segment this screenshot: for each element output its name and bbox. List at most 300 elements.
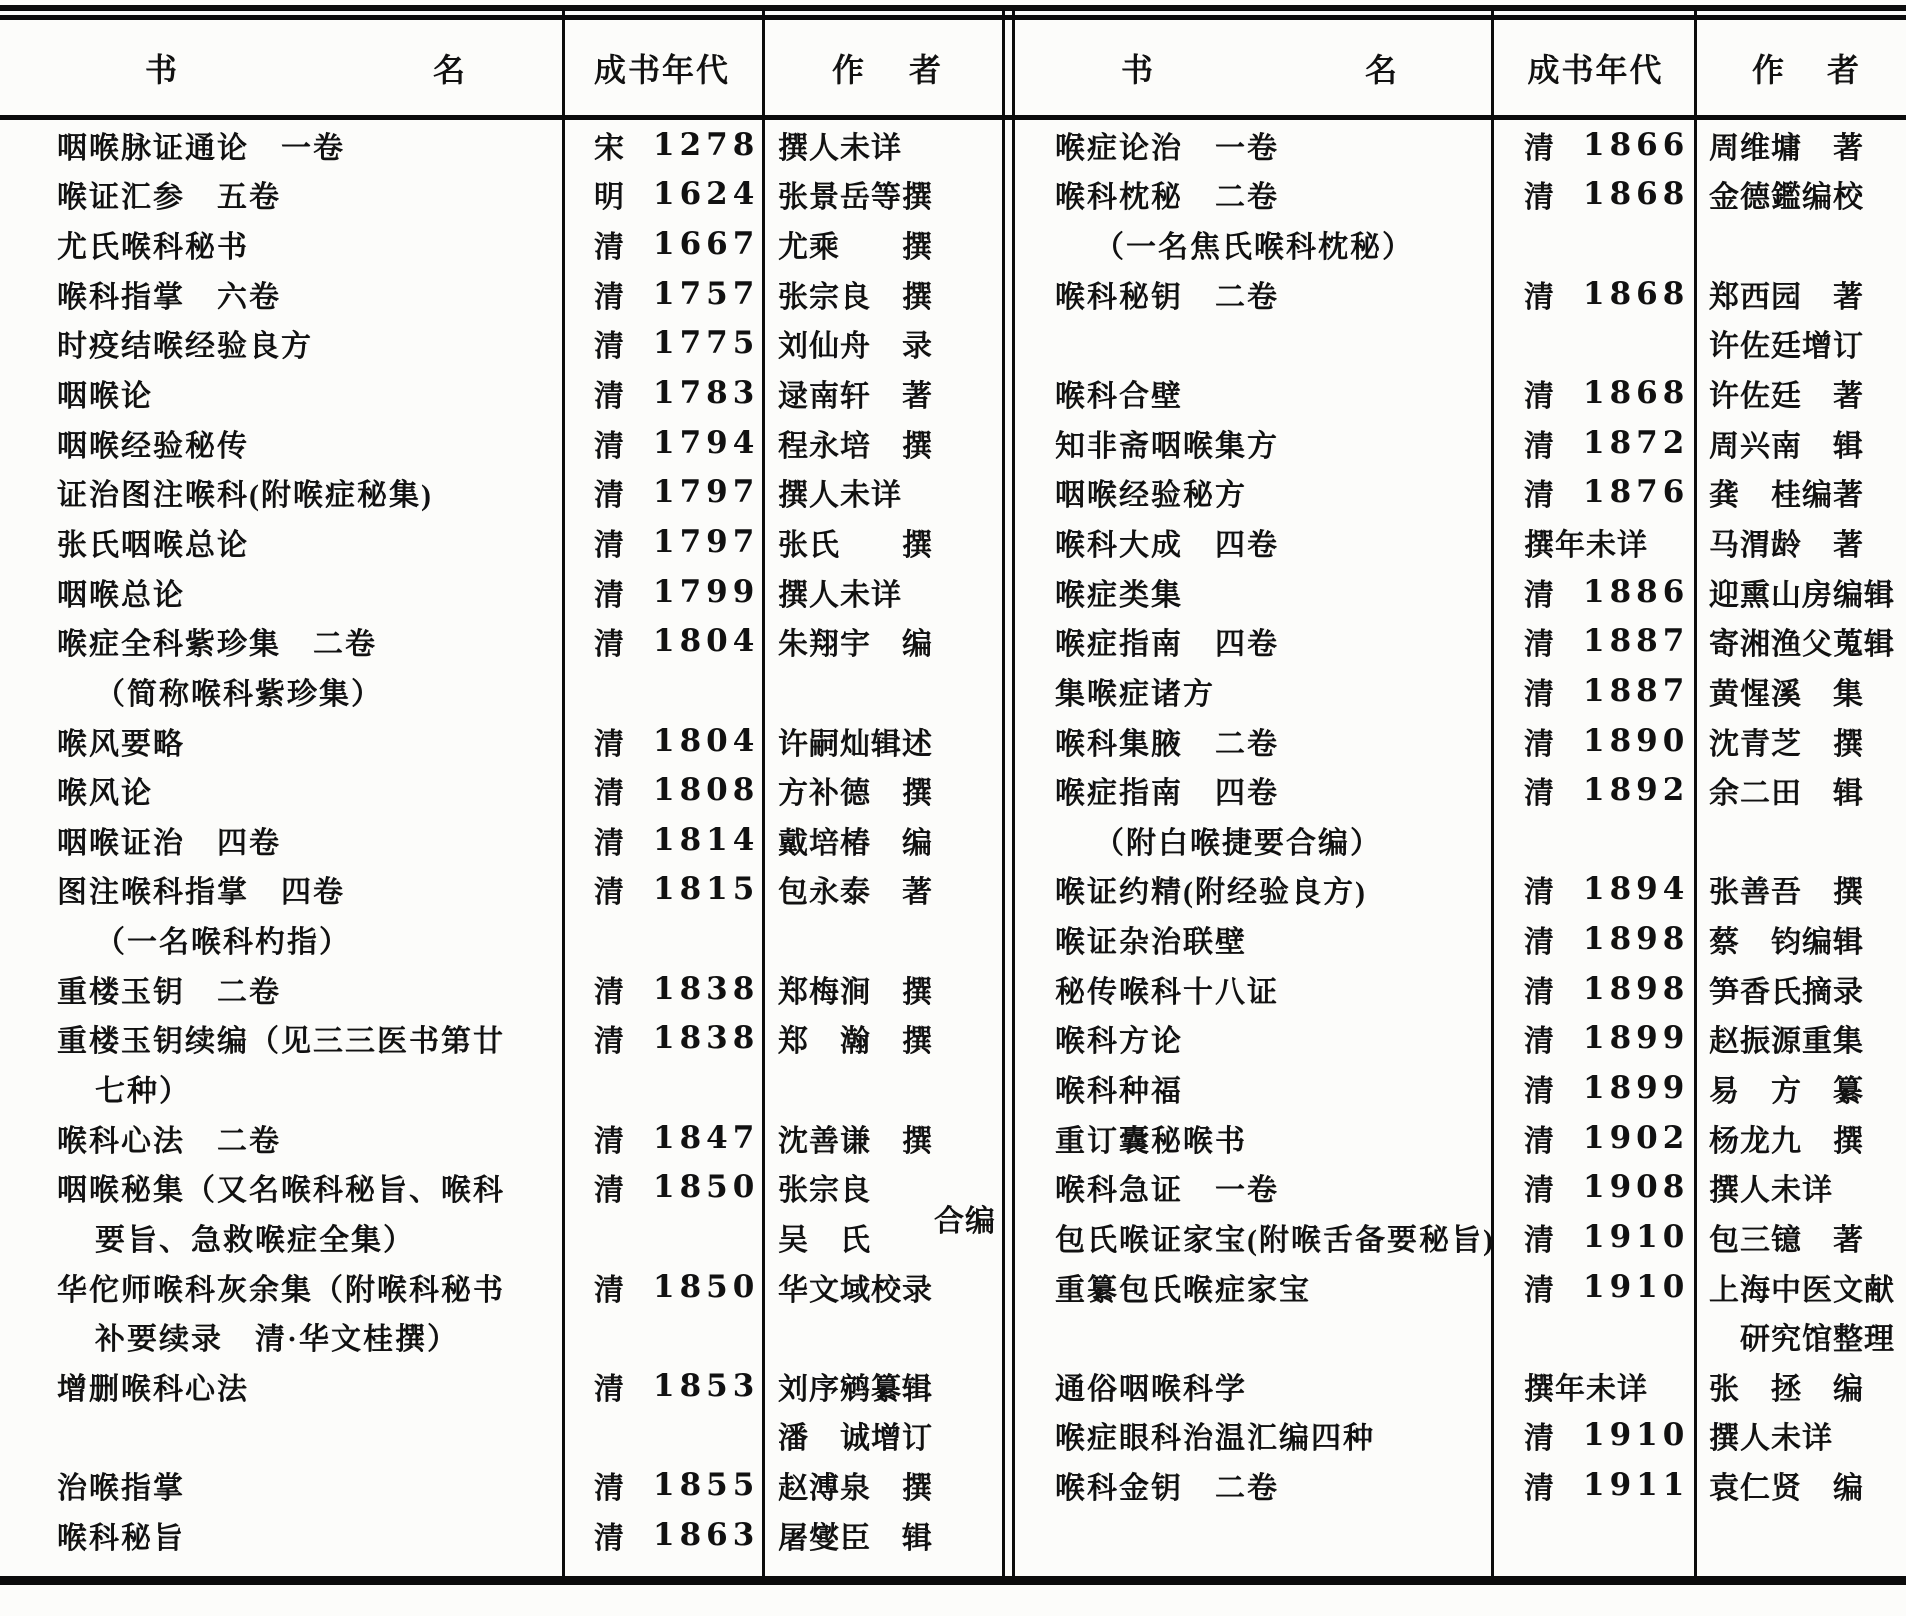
dynasty-label: 清	[1524, 926, 1555, 960]
dynasty-label: 宋	[594, 131, 625, 165]
author-cell	[1697, 272, 1906, 316]
author-cell	[762, 1413, 1005, 1457]
table-row	[1016, 1212, 1906, 1262]
author-cell	[1697, 967, 1906, 1011]
author-cell	[762, 768, 1005, 812]
dynasty-label: 清	[594, 380, 625, 414]
author-name: 周兴南 辑	[1709, 429, 1864, 463]
year-value: 1797	[653, 523, 760, 560]
dynasty-label: 清	[1524, 1273, 1555, 1307]
book-title-cell: 集喉症诸方	[1055, 677, 1215, 711]
author-cell	[762, 570, 1005, 614]
header-author-left	[762, 22, 1005, 114]
year-cell	[562, 768, 762, 812]
table-row	[1016, 170, 1906, 220]
header-year-label: 成书年代	[593, 52, 730, 88]
table-row	[0, 1014, 1005, 1064]
book-title-cell: 喉症眼科治温汇编四种	[1055, 1422, 1375, 1456]
dynasty-label: 清	[1524, 1174, 1555, 1208]
author-name: 撰人未详	[1709, 1422, 1833, 1456]
book-title-cell: 尤氏喉科秘书	[57, 231, 249, 265]
table-row	[1016, 666, 1906, 716]
year-cell	[1494, 1116, 1697, 1160]
year-value: 1624	[653, 176, 760, 213]
author-cell	[1697, 768, 1906, 812]
year-cell	[1494, 1364, 1697, 1408]
author-name: 迎熏山房编辑	[1709, 578, 1895, 612]
table-row	[0, 964, 1005, 1014]
book-title-cell: 喉科心法 二卷	[57, 1124, 281, 1158]
author-name: 沈善谦 撰	[778, 1124, 933, 1158]
year-value: 1783	[653, 375, 760, 412]
dynasty-label: 清	[594, 280, 625, 314]
year-cell	[1494, 917, 1697, 961]
year-cell	[1494, 619, 1697, 663]
book-title-cell: 知非斋咽喉集方	[1055, 429, 1279, 463]
year-cell	[1494, 669, 1697, 713]
table-row	[0, 1460, 1005, 1510]
year-cell	[562, 1116, 762, 1160]
year-cell	[562, 1364, 762, 1408]
author-cell	[762, 1116, 1005, 1160]
year-cell	[562, 321, 762, 365]
year-value: 1794	[653, 424, 760, 461]
author-name: 许嗣灿辑述	[778, 727, 933, 761]
year-value: 1757	[653, 275, 760, 312]
year-cell	[562, 421, 762, 465]
book-title-cell: （一名焦氏喉科枕秘）	[1094, 231, 1414, 265]
year-cell	[562, 570, 762, 614]
table-row	[1016, 418, 1906, 468]
author-name: 包三镱 著	[1709, 1223, 1864, 1257]
book-title-cell: 时疫结喉经验良方	[57, 330, 313, 364]
dynasty-label: 明	[594, 181, 625, 215]
dynasty-label: 清	[594, 727, 625, 761]
year-value: 1899	[1583, 1069, 1690, 1106]
dynasty-label: 清	[1524, 1124, 1555, 1158]
author-name: 黄惺溪 集	[1709, 677, 1864, 711]
right-table-rows	[1016, 120, 1906, 1510]
header-year-left	[562, 22, 762, 114]
dynasty-label: 清	[1524, 628, 1555, 662]
author-name: 赵振源重集	[1709, 1025, 1864, 1059]
table-row	[0, 1262, 1005, 1312]
author-name: 金德鑑编校	[1709, 181, 1864, 215]
author-name: 笋香氏摘录	[1709, 975, 1864, 1009]
book-title-cell: 喉科秘钥 二卷	[1055, 280, 1279, 314]
table-row	[1016, 865, 1906, 915]
author-name: 沈青芝 撰	[1709, 727, 1864, 761]
table-row	[0, 865, 1005, 915]
left-table-rows	[0, 120, 1005, 1560]
book-title-cell: 喉症指南 四卷	[1055, 628, 1279, 662]
year-value: 1797	[653, 474, 760, 511]
table-row	[0, 1063, 1005, 1113]
year-value: 1868	[1583, 375, 1690, 412]
author-cell	[762, 619, 1005, 663]
author-name: 许佐廷增订	[1709, 330, 1864, 364]
year-value: 1899	[1583, 1020, 1690, 1057]
book-title-cell: 重楼玉钥 二卷	[57, 975, 281, 1009]
table-row	[1016, 467, 1906, 517]
year-value: 1853	[653, 1367, 760, 1404]
year-cell	[1494, 272, 1697, 316]
year-cell	[1494, 570, 1697, 614]
dynasty-label: 清	[594, 231, 625, 265]
author-cell	[1697, 421, 1906, 465]
author-name: 马渭龄 著	[1709, 528, 1864, 562]
dynasty-label: 清	[594, 1372, 625, 1406]
dynasty-label: 清	[594, 1273, 625, 1307]
year-value: 1799	[653, 573, 760, 610]
top-border-line-inner	[0, 15, 1906, 20]
dynasty-label: 清	[594, 578, 625, 612]
table-row	[0, 517, 1005, 567]
author-name: 逯南轩 著	[778, 380, 933, 414]
header-author-char2: 者	[908, 52, 943, 88]
author-name: 撰人未详	[1709, 1174, 1833, 1208]
table-row	[1016, 319, 1906, 369]
table-row	[0, 567, 1005, 617]
table-row	[0, 418, 1005, 468]
dynasty-label: 清	[594, 479, 625, 513]
author-cell	[762, 470, 1005, 514]
author-cell	[762, 967, 1005, 1011]
table-row	[1016, 120, 1906, 170]
year-value: 1850	[653, 1268, 760, 1305]
table-row	[1016, 1113, 1906, 1163]
co-edit-label: 合编	[934, 1205, 996, 1239]
header-author-char1: 作	[1752, 52, 1787, 88]
header-book-char2: 名	[432, 52, 467, 88]
year-value: 1902	[1583, 1119, 1690, 1156]
year-value: 1890	[1583, 722, 1690, 759]
author-cell	[1697, 1463, 1906, 1507]
table-row	[1016, 914, 1906, 964]
book-title-cell: 喉症全科紫珍集 二卷	[57, 628, 377, 662]
author-cell	[1697, 1364, 1906, 1408]
year-cell	[562, 619, 762, 663]
year-cell	[562, 719, 762, 763]
author-cell	[1697, 867, 1906, 911]
bottom-border-line	[0, 1576, 1906, 1585]
book-title-cell: 重纂包氏喉症家宝	[1055, 1273, 1311, 1307]
year-value: 1911	[1583, 1467, 1690, 1504]
table-row	[1016, 616, 1906, 666]
author-cell	[1697, 123, 1906, 167]
author-name: 华文域校录	[778, 1273, 933, 1307]
table-row	[1016, 964, 1906, 1014]
table-row	[0, 368, 1005, 418]
table-row	[0, 269, 1005, 319]
year-value: 1855	[653, 1467, 760, 1504]
author-name: 包永泰 著	[778, 876, 933, 910]
author-cell	[1697, 1215, 1906, 1259]
year-value: 1910	[1583, 1268, 1690, 1305]
author-name: 余二田 辑	[1709, 777, 1864, 811]
table-row	[0, 716, 1005, 766]
dynasty-label: 撰年未详	[1524, 1372, 1648, 1406]
year-cell	[562, 1513, 762, 1557]
year-cell	[562, 172, 762, 216]
book-title-cell: 喉科秘旨	[57, 1521, 185, 1555]
author-cell	[762, 1513, 1005, 1557]
author-cell	[762, 520, 1005, 564]
author-cell	[1697, 1265, 1906, 1309]
book-title-cell: 咽喉脉证通论 一卷	[57, 131, 345, 165]
year-value: 1892	[1583, 772, 1690, 809]
top-border-line-outer	[0, 5, 1906, 11]
author-name: 许佐廷 著	[1709, 380, 1864, 414]
year-value: 1278	[653, 126, 760, 163]
dynasty-label: 清	[594, 429, 625, 463]
author-name: 尤乘 撰	[778, 231, 933, 265]
year-value: 1887	[1583, 623, 1690, 660]
book-title-cell: 喉症类集	[1055, 578, 1183, 612]
author-cell	[1697, 321, 1906, 365]
author-cell	[762, 172, 1005, 216]
author-name: 张宗良 撰	[778, 280, 933, 314]
year-cell	[562, 1165, 762, 1209]
table-row	[1016, 1014, 1906, 1064]
book-title-cell: 咽喉证治 四卷	[57, 826, 281, 860]
header-book-char1: 书	[1121, 52, 1156, 88]
author-name: 易 方 纂	[1709, 1074, 1864, 1108]
book-title-cell: 喉科方论	[1055, 1025, 1183, 1059]
year-value: 1863	[653, 1516, 760, 1553]
author-name: 程永培 撰	[778, 429, 933, 463]
table-row	[0, 467, 1005, 517]
table-row	[0, 914, 1005, 964]
table-row	[1016, 1311, 1906, 1361]
table-row	[1016, 269, 1906, 319]
year-value: 1804	[653, 623, 760, 660]
book-title-cell: 喉科合壁	[1055, 380, 1183, 414]
year-value: 1804	[653, 722, 760, 759]
year-value: 1815	[653, 871, 760, 908]
book-title-cell: （附白喉捷要合编）	[1094, 826, 1382, 860]
year-value: 1814	[653, 821, 760, 858]
book-title-cell: 咽喉秘集（又名喉科秘旨、喉科	[57, 1174, 505, 1208]
header-author-char1: 作	[832, 52, 867, 88]
author-cell	[762, 719, 1005, 763]
year-cell	[1494, 1463, 1697, 1507]
book-title-cell: 通俗咽喉科学	[1055, 1372, 1247, 1406]
year-cell	[562, 371, 762, 415]
author-name: 戴培椿 编	[778, 826, 933, 860]
book-title-cell: （一名喉科杓指）	[95, 926, 351, 960]
author-cell	[762, 371, 1005, 415]
book-title-cell: 七种）	[95, 1074, 191, 1108]
table-row	[1016, 765, 1906, 815]
dynasty-label: 清	[594, 1174, 625, 1208]
header-author-right	[1697, 22, 1906, 114]
author-name: 张宗良	[778, 1174, 871, 1208]
author-name: 撰人未详	[778, 578, 902, 612]
table-row	[0, 1311, 1005, 1361]
table-row	[0, 1510, 1005, 1560]
year-value: 1850	[653, 1169, 760, 1206]
year-cell	[1494, 867, 1697, 911]
year-cell	[1494, 470, 1697, 514]
header-year-right	[1494, 22, 1697, 114]
year-cell	[562, 867, 762, 911]
book-title-cell: 喉科集腋 二卷	[1055, 727, 1279, 761]
header-book-name-right	[1016, 22, 1494, 114]
table-row	[0, 815, 1005, 865]
table-row	[0, 1411, 1005, 1461]
year-cell	[1494, 1016, 1697, 1060]
year-value: 1838	[653, 1020, 760, 1057]
author-cell	[762, 867, 1005, 911]
table-row	[0, 1113, 1005, 1163]
dynasty-label: 清	[594, 528, 625, 562]
dynasty-label: 清	[594, 628, 625, 662]
dynasty-label: 清	[594, 826, 625, 860]
author-name: 张善吾 撰	[1709, 876, 1864, 910]
author-cell	[1697, 917, 1906, 961]
table-row	[1016, 1411, 1906, 1461]
dynasty-label: 清	[1524, 677, 1555, 711]
year-value: 1876	[1583, 474, 1690, 511]
table-row	[1016, 1162, 1906, 1212]
table-row	[1016, 219, 1906, 269]
table-row	[1016, 1063, 1906, 1113]
author-cell	[762, 123, 1005, 167]
dynasty-label: 撰年未详	[1524, 528, 1648, 562]
table-row	[0, 616, 1005, 666]
year-cell	[1494, 1413, 1697, 1457]
year-cell	[1494, 1215, 1697, 1259]
table-row	[1016, 368, 1906, 418]
year-cell	[1494, 371, 1697, 415]
year-cell	[1494, 1165, 1697, 1209]
author-name: 朱翔宇 编	[778, 628, 933, 662]
author-cell	[762, 1016, 1005, 1060]
dynasty-label: 清	[1524, 429, 1555, 463]
book-title-cell: 图注喉科指掌 四卷	[57, 876, 345, 910]
dynasty-label: 清	[1524, 280, 1555, 314]
author-cell	[1697, 570, 1906, 614]
book-title-cell: 增删喉科心法	[57, 1372, 249, 1406]
author-name: 杨龙九 撰	[1709, 1124, 1864, 1158]
book-title-cell: 喉风论	[57, 777, 153, 811]
dynasty-label: 清	[1524, 1025, 1555, 1059]
author-name: 撰人未详	[778, 131, 902, 165]
year-value: 1868	[1583, 275, 1690, 312]
year-cell	[1494, 1265, 1697, 1309]
year-value: 1910	[1583, 1417, 1690, 1454]
table-row	[1016, 1460, 1906, 1510]
dynasty-label: 清	[1524, 1074, 1555, 1108]
book-title-cell: 喉证杂治联壁	[1055, 926, 1247, 960]
author-name: 刘仙舟 录	[778, 330, 933, 364]
year-value: 1847	[653, 1119, 760, 1156]
year-cell	[1494, 421, 1697, 465]
book-title-cell: 包氏喉证家宝(附喉舌备要秘旨)	[1055, 1223, 1495, 1257]
author-name: 郑西园 著	[1709, 280, 1864, 314]
author-cell	[762, 818, 1005, 862]
author-cell	[1697, 470, 1906, 514]
author-cell	[1697, 1314, 1906, 1358]
header-year-label: 成书年代	[1527, 52, 1664, 88]
author-name: 刘序鹓纂辑	[778, 1372, 933, 1406]
year-value: 1872	[1583, 424, 1690, 461]
book-title-cell: 治喉指掌	[57, 1472, 185, 1506]
author-cell	[762, 1265, 1005, 1309]
author-cell	[762, 272, 1005, 316]
table-row	[1016, 1361, 1906, 1411]
table-row	[0, 170, 1005, 220]
author-name: 郑梅涧 撰	[778, 975, 933, 1009]
year-value: 1898	[1583, 970, 1690, 1007]
book-title-cell: 喉科枕秘 二卷	[1055, 181, 1279, 215]
book-title-cell: 喉风要略	[57, 727, 185, 761]
author-cell	[1697, 619, 1906, 663]
author-cell	[1697, 1413, 1906, 1457]
year-cell	[562, 818, 762, 862]
year-cell	[562, 1463, 762, 1507]
year-value: 1866	[1583, 126, 1690, 163]
year-cell	[1494, 172, 1697, 216]
author-cell	[762, 1215, 1005, 1259]
author-cell	[1697, 172, 1906, 216]
author-cell	[762, 222, 1005, 266]
dynasty-label: 清	[1524, 380, 1555, 414]
author-name: 蔡 钧编辑	[1709, 926, 1864, 960]
dynasty-label: 清	[594, 1472, 625, 1506]
book-title-cell: 张氏咽喉总论	[57, 528, 249, 562]
book-title-cell: 重楼玉钥续编（见三三医书第廿	[57, 1025, 505, 1059]
header-book-char2: 名	[1364, 52, 1399, 88]
year-cell	[562, 967, 762, 1011]
author-name: 龚 桂编著	[1709, 479, 1864, 513]
book-title-cell: 要旨、急救喉症全集）	[95, 1223, 415, 1257]
year-cell	[562, 222, 762, 266]
dynasty-label: 清	[1524, 181, 1555, 215]
dynasty-label: 清	[594, 1521, 625, 1555]
author-cell	[762, 321, 1005, 365]
year-value: 1894	[1583, 871, 1690, 908]
dynasty-label: 清	[1524, 777, 1555, 811]
dynasty-label: 清	[594, 975, 625, 1009]
author-cell	[1697, 520, 1906, 564]
dynasty-label: 清	[594, 1025, 625, 1059]
year-cell	[1494, 123, 1697, 167]
header-book-name-left	[55, 22, 562, 114]
year-cell	[562, 1265, 762, 1309]
year-value: 1808	[653, 772, 760, 809]
year-cell	[562, 123, 762, 167]
author-name: 吴 氏	[778, 1223, 871, 1257]
book-title-cell: 证治图注喉科(附喉症秘集)	[57, 479, 433, 513]
header-book-char1: 书	[145, 52, 180, 88]
dynasty-label: 清	[1524, 1422, 1555, 1456]
book-title-cell: 喉科指掌 六卷	[57, 280, 281, 314]
year-value: 1667	[653, 226, 760, 263]
author-name: 研究馆整理	[1709, 1323, 1895, 1357]
author-name: 张景岳等撰	[778, 181, 933, 215]
author-name: 张氏 撰	[778, 528, 933, 562]
year-cell	[1494, 1066, 1697, 1110]
year-cell	[1494, 967, 1697, 1011]
author-name: 上海中医文献	[1709, 1273, 1895, 1307]
dynasty-label: 清	[1524, 479, 1555, 513]
table-row	[0, 219, 1005, 269]
book-title-cell: 喉证约精(附经验良方)	[1055, 876, 1367, 910]
author-cell	[1697, 1116, 1906, 1160]
dynasty-label: 清	[594, 1124, 625, 1158]
